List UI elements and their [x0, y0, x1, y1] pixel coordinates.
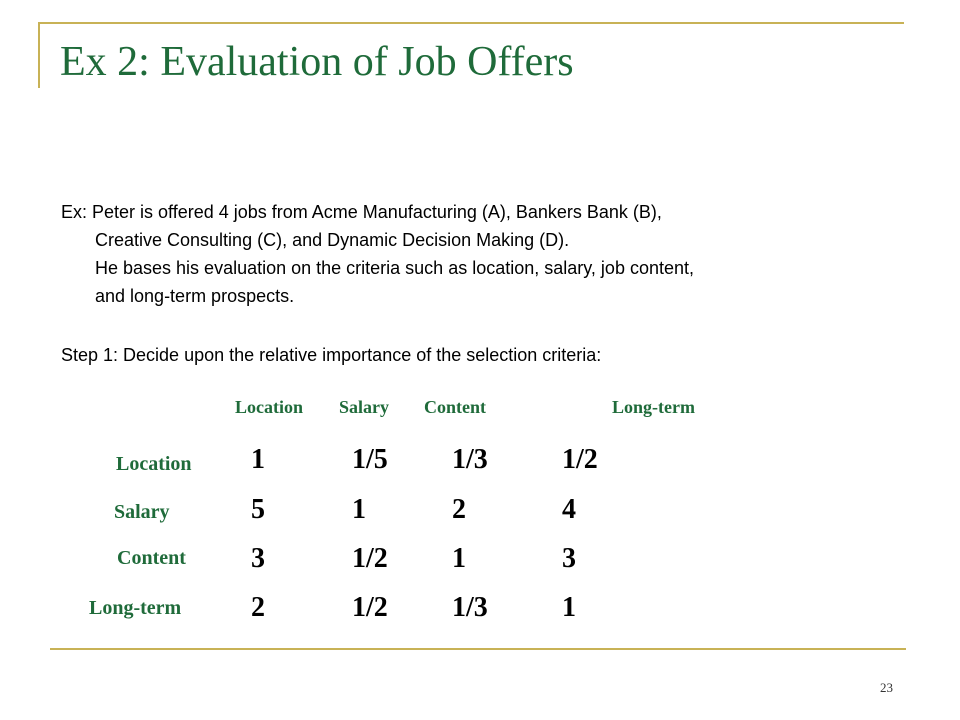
row-header-long-term: Long-term — [89, 597, 182, 619]
matrix-cell: 1 — [352, 494, 366, 525]
row-header-content: Content — [117, 547, 186, 569]
top-rule — [38, 22, 904, 24]
slide-title: Ex 2: Evaluation of Job Offers — [60, 39, 574, 85]
matrix-cell: 1/2 — [562, 444, 598, 475]
intro-line: and long-term prospects. — [95, 286, 295, 306]
column-header-content: Content — [424, 397, 486, 417]
matrix-cell: 1/2 — [352, 592, 388, 623]
left-rule — [38, 22, 40, 88]
matrix-cell: 3 — [562, 543, 576, 574]
matrix-cell: 1/5 — [352, 444, 388, 475]
matrix-cell: 5 — [251, 494, 265, 525]
matrix-cell: 1 — [452, 543, 466, 574]
matrix-cell: 1/3 — [452, 444, 488, 475]
bottom-rule — [50, 648, 906, 650]
matrix-cell: 1 — [562, 592, 576, 623]
row-header-location: Location — [116, 453, 192, 475]
intro-line: Ex: Peter is offered 4 jobs from Acme Manufacturing (A), Bankers Bank (B), — [61, 202, 662, 222]
page-number: 23 — [880, 680, 893, 695]
row-header-salary: Salary — [114, 501, 170, 523]
matrix-cell: 2 — [251, 592, 265, 623]
column-header-salary: Salary — [339, 397, 390, 417]
intro-text — [61, 198, 911, 310]
matrix-cell: 4 — [562, 494, 576, 525]
column-header-location: Location — [235, 397, 304, 417]
matrix-cell: 3 — [251, 543, 265, 574]
matrix-cell: 1/2 — [352, 543, 388, 574]
matrix-cell: 1 — [251, 444, 265, 475]
matrix-cell: 2 — [452, 494, 466, 525]
column-header-long-term: Long-term — [612, 397, 695, 417]
matrix-cell: 1/3 — [452, 592, 488, 623]
intro-line: Creative Consulting (C), and Dynamic Decision Making (D). — [95, 230, 570, 250]
step-text: Step 1: Decide upon the relative importance of the selection criteria: — [61, 345, 602, 365]
intro-line: He bases his evaluation on the criteria such as location, salary, job content, — [95, 258, 695, 278]
